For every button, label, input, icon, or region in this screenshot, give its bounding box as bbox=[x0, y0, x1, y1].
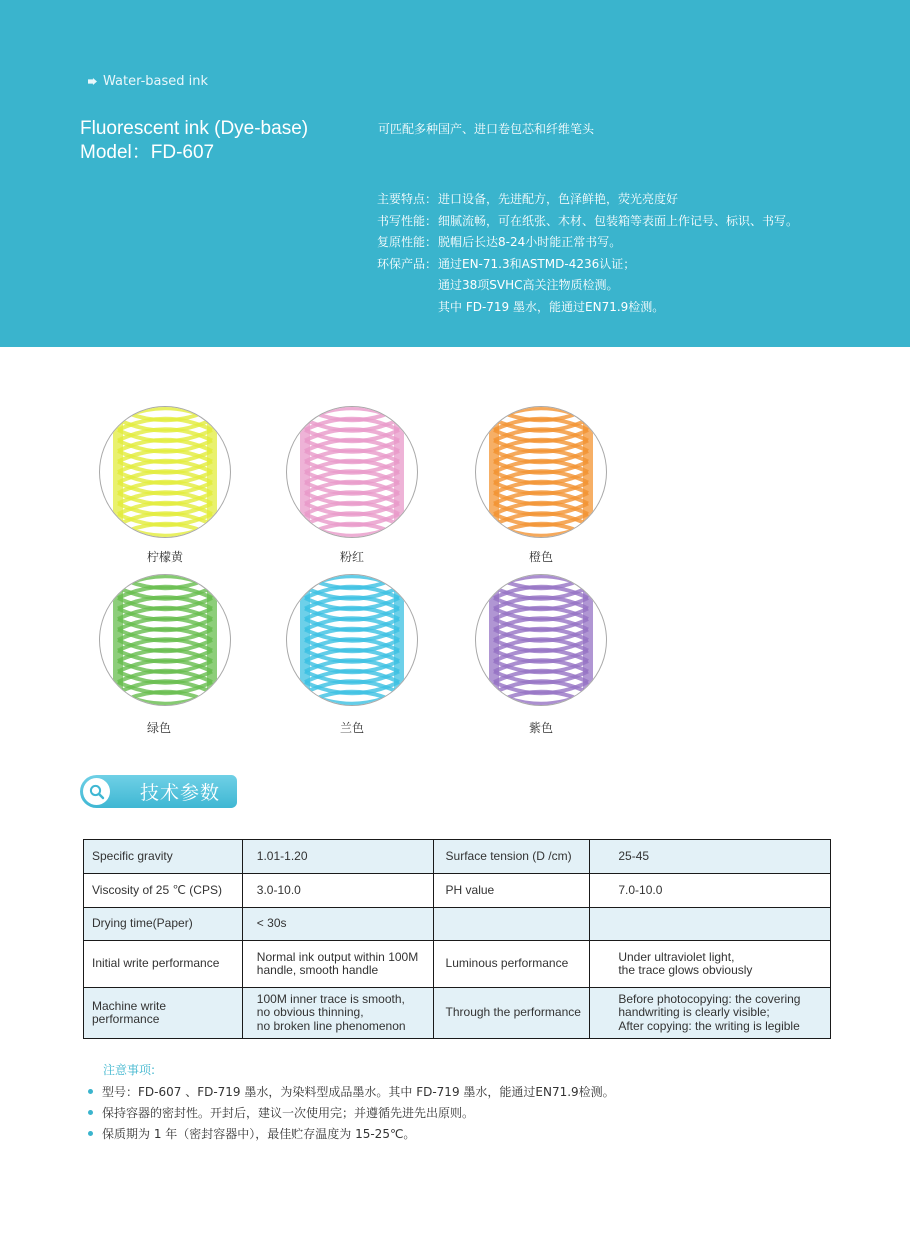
spec-value: Under ultraviolet light, the trace glows obviously bbox=[590, 941, 831, 988]
breadcrumb bbox=[88, 74, 208, 89]
spec-key bbox=[433, 908, 590, 941]
section-title: 技术参数 bbox=[140, 782, 221, 804]
product-title: Fluorescent ink (Dye-base) bbox=[80, 118, 309, 139]
note-text: 保质期为 1 年（密封容器中），最佳贮存温度为 15-25℃。 bbox=[102, 1127, 416, 1141]
feature-label bbox=[377, 275, 438, 297]
swatch-label: 柠檬黄 bbox=[146, 550, 183, 564]
section-tab bbox=[80, 775, 237, 808]
ink-stroke bbox=[494, 692, 588, 703]
spec-key: Luminous performance bbox=[433, 941, 590, 988]
list-item bbox=[88, 1123, 615, 1144]
swatch-orange bbox=[475, 406, 607, 538]
table-row bbox=[84, 908, 831, 941]
feature-value: 细腻流畅，可在纸张、木材、包装箱等表面上作记号、标识、书写。 bbox=[438, 213, 799, 228]
feature-row bbox=[377, 189, 798, 211]
swatch-pattern bbox=[287, 407, 417, 537]
feature-label: 环保产品： bbox=[377, 256, 438, 271]
spec-value: Before photocopying: the covering handwriting is clearly visible; After copying: the writing is legible bbox=[590, 988, 831, 1039]
table-row bbox=[84, 988, 831, 1039]
spec-value: 3.0-10.0 bbox=[242, 874, 433, 908]
feature-label bbox=[377, 297, 438, 319]
feature-value: 其中 FD-719 墨水，能通过EN71.9检测。 bbox=[438, 299, 665, 314]
swatch-blue bbox=[286, 574, 418, 706]
ink-stroke bbox=[118, 692, 212, 703]
arrow-bullet-icon bbox=[88, 78, 97, 85]
feature-row bbox=[377, 297, 798, 319]
product-tagline: 可匹配多种国产、进口卷包芯和纤维笔头 bbox=[378, 122, 595, 136]
table-row bbox=[84, 941, 831, 988]
spec-key: Drying time(Paper) bbox=[84, 908, 243, 941]
feature-label: 主要特点： bbox=[377, 192, 438, 206]
feature-label: 书写性能： bbox=[377, 213, 438, 228]
note-text: 型号：FD-607 、FD-719 墨水，为染料型成品墨水。其中 FD-719 墨水，能通过EN71.9检测。 bbox=[102, 1085, 615, 1099]
spec-key: Initial write performance bbox=[84, 941, 243, 988]
feature-row bbox=[377, 232, 798, 254]
list-item bbox=[88, 1102, 615, 1123]
product-model: Model：FD-607 bbox=[80, 142, 215, 163]
swatch-label: 绿色 bbox=[146, 721, 171, 735]
swatch-pink bbox=[286, 406, 418, 538]
swatch-label: 橙色 bbox=[528, 550, 553, 564]
swatch-pattern bbox=[476, 407, 606, 537]
ink-stroke bbox=[118, 524, 212, 535]
table-row bbox=[84, 840, 831, 874]
swatch-pattern bbox=[287, 575, 417, 705]
spec-value bbox=[590, 908, 831, 941]
spec-key: Viscosity of 25 ℃ (CPS) bbox=[84, 874, 243, 908]
bullet-dot-icon bbox=[88, 1110, 93, 1115]
magnifier-icon bbox=[83, 778, 110, 805]
header-band bbox=[0, 0, 910, 347]
feature-row bbox=[377, 254, 798, 276]
feature-value: 通过38项SVHC高关注物质检测。 bbox=[438, 278, 619, 292]
swatch-purple bbox=[475, 574, 607, 706]
feature-row bbox=[377, 275, 798, 297]
spec-value: < 30s bbox=[242, 908, 433, 941]
swatch-lemon-yellow bbox=[99, 406, 231, 538]
note-text: 保持容器的密封性。开封后，建议一次使用完；并遵循先进先出原则。 bbox=[102, 1106, 475, 1120]
feature-value: 通过EN-71.3和ASTMD-4236认证； bbox=[438, 256, 636, 271]
feature-list bbox=[377, 189, 798, 318]
ink-stroke bbox=[305, 524, 399, 535]
bullet-dot-icon bbox=[88, 1089, 93, 1094]
swatch-pattern bbox=[100, 575, 230, 705]
table-row bbox=[84, 874, 831, 908]
ink-stroke bbox=[305, 692, 399, 703]
spec-key: Specific gravity bbox=[84, 840, 243, 874]
spec-key: PH value bbox=[433, 874, 590, 908]
swatch-pattern bbox=[476, 575, 606, 705]
feature-label: 复原性能： bbox=[377, 235, 438, 249]
spec-key: Surface tension (D /cm) bbox=[433, 840, 590, 874]
spec-value: 1.01-1.20 bbox=[242, 840, 433, 874]
swatch-label: 粉红 bbox=[339, 550, 364, 564]
spec-value: 25-45 bbox=[590, 840, 831, 874]
ink-stroke bbox=[494, 524, 588, 535]
swatch-green bbox=[99, 574, 231, 706]
spec-value: 100M inner trace is smooth, no obvious thinning, no broken line phenomenon bbox=[242, 988, 433, 1039]
breadcrumb-label: Water-based ink bbox=[103, 74, 209, 89]
feature-row bbox=[377, 211, 798, 233]
swatch-pattern bbox=[100, 407, 230, 537]
spec-table bbox=[83, 839, 831, 1039]
spec-value: Normal ink output within 100M handle, smooth handle bbox=[242, 941, 433, 988]
feature-value: 脱帽后长达8-24小时能正常书写。 bbox=[438, 235, 622, 249]
bullet-dot-icon bbox=[88, 1131, 93, 1136]
notes-title: 注意事项: bbox=[103, 1063, 156, 1077]
spec-value: 7.0-10.0 bbox=[590, 874, 831, 908]
spec-key: Machine write performance bbox=[84, 988, 243, 1039]
swatch-label: 紫色 bbox=[528, 721, 553, 735]
feature-value: 进口设备，先进配方，色泽鲜艳，荧光亮度好 bbox=[438, 192, 679, 206]
swatch-label: 兰色 bbox=[339, 721, 364, 735]
spec-key: Through the performance bbox=[433, 988, 590, 1039]
list-item bbox=[88, 1081, 615, 1102]
notes-list bbox=[88, 1081, 615, 1144]
